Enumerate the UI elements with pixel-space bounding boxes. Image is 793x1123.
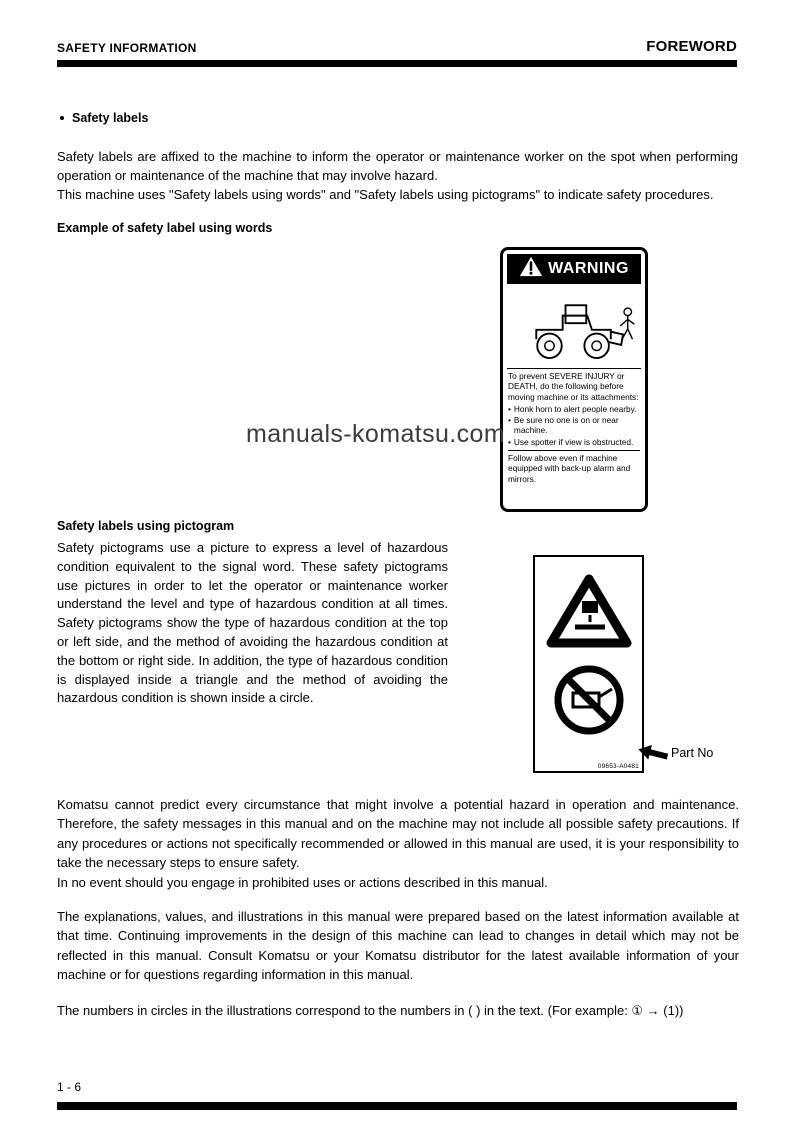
warning-bullet-item: [508, 415, 640, 436]
komatsu-paragraph: Komatsu cannot predict every circumstance that might involve a potential hazard in operation and maintenance. Therefore, the safety messages in this manual and on the machine may not include all possible safety precautions. If any procedures or actions not specifically recommended or allowed in this manual are used, it is your responsibility to take the necessary steps to ensure safety.: [57, 797, 739, 871]
header-section-title: SAFETY INFORMATION: [57, 41, 197, 55]
part-number-code: 09653-A0481: [597, 763, 639, 770]
intro-paragraph-1: Safety labels are affixed to the machine to inform the operator or maintenance worker on the spot when performing operation or maintenance of the machine that may involve hazard.: [57, 149, 738, 184]
prohibition-circle-icon: [552, 663, 626, 742]
part-no-arrow-icon: [636, 741, 669, 766]
page-header: [57, 38, 737, 55]
warning-triangle-icon: [519, 256, 543, 282]
no-event-paragraph: In no event should you engage in prohibited uses or actions described in this manual.: [57, 875, 548, 890]
page-number: 1 - 6: [57, 1080, 82, 1094]
warning-label-header: [507, 254, 641, 284]
numbers-paragraph: The numbers in circles in the illustrations correspond to the numbers in ( ) in the text. (For example: ① → (1)): [57, 1003, 684, 1018]
bullet-dot-icon: [60, 116, 64, 120]
warning-label-figure: [500, 247, 648, 512]
footer-rule: [57, 1102, 737, 1110]
part-no-label: Part No: [671, 746, 714, 760]
header-chapter-title: FOREWORD: [646, 38, 737, 55]
warning-label-footer: Follow above even if machine equipped with back-up alarm and mirrors.: [508, 450, 640, 484]
warning-label-title: WARNING: [548, 260, 629, 277]
warning-bullet-text: • Honk horn to alert people nearby.: [513, 403, 637, 414]
warning-label-intro: To prevent SEVERE INJURY or DEATH, do the following before moving machine or its attachments:: [508, 371, 639, 402]
header-rule: [57, 60, 737, 67]
warning-bullet-text: • Be sure no one is on or near machine.: [513, 415, 619, 436]
safety-labels-heading: [60, 111, 148, 125]
warning-bullet-item: [508, 404, 640, 414]
warning-bullet-item: [508, 437, 640, 447]
machine-illustration: [507, 284, 641, 369]
warning-label-bullet-list: [508, 404, 640, 447]
warning-bullet-text: • Use spotter if view is obstructed.: [513, 436, 634, 447]
example-heading: Example of safety label using words: [57, 221, 273, 235]
pictogram-label-figure: [533, 555, 644, 773]
intro-paragraph-2: This machine uses "Safety labels using words" and "Safety labels using pictograms" to indicate safety procedures.: [57, 187, 714, 202]
watermark: manuals-komatsu.com: [246, 420, 506, 448]
pictogram-paragraph: Safety pictograms use a picture to express a level of hazardous condition equivalent to the signal word. These safety pictograms use pictures in order to let the operator or maintenance worker understand the level and type of hazardous condition at all times. Safety pictograms show the type of hazardous condition at the top or left side, and the method of avoiding the hazardous condition at the bottom or right side. In addition, the type of hazardous condition is displayed inside a triangle and the method of avoiding the hazardous condition is shown inside a circle.: [57, 540, 448, 706]
explanations-paragraph: The explanations, values, and illustrations in this manual were prepared based on the latest information available at that time. Continuing improvements in the design of this machine can lead to changes in detail which may not be reflected in this manual. Consult Komatsu or your Komatsu distributor for the latest available information of your machine or for questions regarding information in this manual.: [57, 909, 739, 983]
pictogram-heading: Safety labels using pictogram: [57, 519, 235, 533]
hazard-triangle-icon: [546, 573, 632, 654]
warning-label-body: [507, 369, 641, 492]
safety-labels-heading-text: Safety labels: [72, 111, 149, 125]
part-no-callout: [638, 744, 713, 762]
